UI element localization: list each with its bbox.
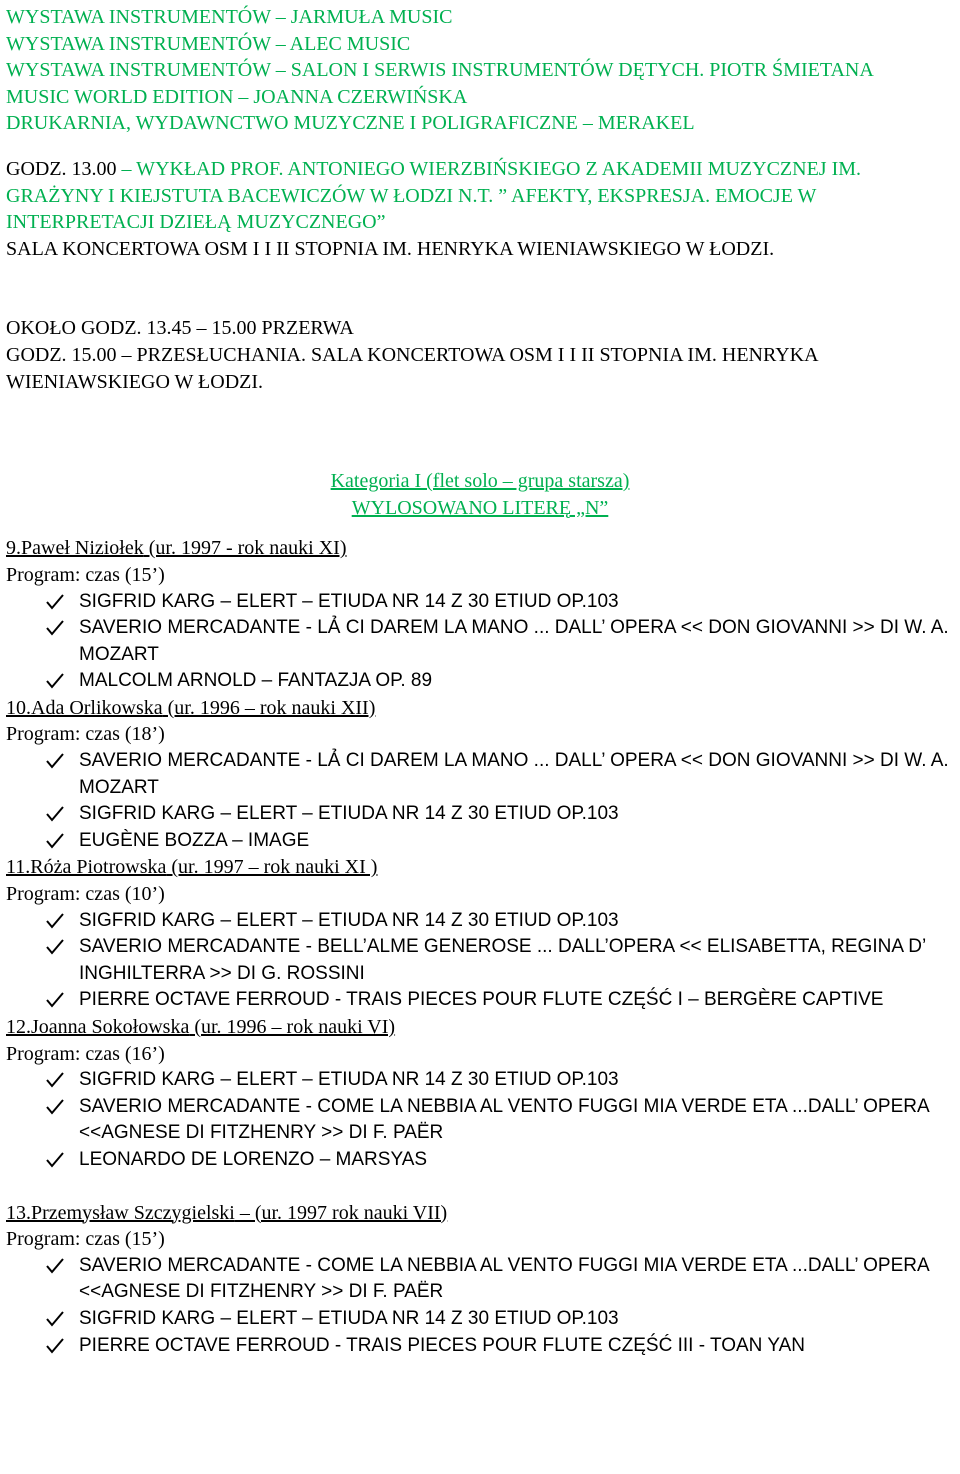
program-list: [6, 748, 954, 854]
exhibit-line: WYSTAWA INSTRUMENTÓW – ALEC MUSIC: [6, 32, 411, 55]
lecture-section: [6, 156, 954, 262]
performer-heading: [6, 854, 954, 881]
category-draw: WYLOSOWANO LITERĘ „N”: [351, 496, 609, 519]
program-list: [6, 589, 954, 695]
program-label: Program: czas (15’): [6, 1228, 165, 1251]
program-item: SIGFRID KARG – ELERT – ETIUDA NR 14 Z 30 ETIUD OP.103: [6, 589, 954, 616]
program-item: SIGFRID KARG – ELERT – ETIUDA NR 14 Z 30 ETIUD OP.103: [6, 1067, 954, 1094]
program-item: SAVERIO MERCADANTE - LẢ CI DAREM LA MANO ... DALL’ OPERA << DON GIOVANNI >> DI W. A. MOZART: [6, 615, 954, 668]
performer-heading: [6, 1200, 954, 1227]
program-label: Program: czas (16’): [6, 1042, 165, 1065]
performer-heading: [6, 1014, 954, 1041]
performer-name: 11.Róża Piotrowska: [6, 856, 167, 879]
performer-name: 10.Ada Orlikowska: [6, 696, 163, 719]
performer-info: – (ur. 1997 rok nauki VII): [234, 1201, 448, 1224]
lecture-venue: SALA KONCERTOWA OSM I I II STOPNIA IM. HENRYKA WIENIAWSKIEGO W ŁODZI.: [6, 237, 775, 260]
checkmark-icon: [46, 1333, 64, 1354]
program-item: SAVERIO MERCADANTE - BELL’ALME GENEROSE ... DALL’OPERA << ELISABETTA, REGINA D’ INGHILTERRA >> DI G. ROSSINI: [6, 934, 954, 987]
checkmark-icon: [46, 934, 64, 955]
performer-block: [6, 535, 954, 695]
lecture-time: GODZ. 13.00: [6, 157, 117, 180]
program-list: [6, 1067, 954, 1173]
exhibit-line: WYSTAWA INSTRUMENTÓW – SALON I SERWIS INSTRUMENTÓW DĘTYCH. PIOTR ŚMIETANA: [6, 59, 874, 82]
program-label: Program: czas (15’): [6, 563, 165, 586]
checkmark-icon: [46, 1094, 64, 1115]
performer-heading: [6, 695, 954, 722]
break-line: OKOŁO GODZ. 13.45 – 15.00 PRZERWA: [6, 317, 354, 340]
program-label: Program: czas (18’): [6, 723, 165, 746]
checkmark-icon: [46, 801, 64, 822]
category-header: [6, 468, 954, 521]
program-item: PIERRE OCTAVE FERROUD - TRAIS PIECES POUR FLUTE CZĘŚĆ III - TOAN YAN: [6, 1333, 954, 1360]
checkmark-icon: [46, 748, 64, 769]
checkmark-icon: [46, 908, 64, 929]
performer-block: [6, 695, 954, 855]
program-item: LEONARDO DE LORENZO – MARSYAS: [6, 1147, 954, 1174]
checkmark-icon: [46, 668, 64, 689]
lecture-title: – WYKŁAD PROF. ANTONIEGO WIERZBIŃSKIEGO Z AKADEMII MUZYCZNEJ IM. GRAŻYNY I KIEJSTUTA BACEWICZÓW W ŁODZI N.T. ” AFEKTY, EKSPRESJA. EMOCJE W INTERPRETACJI DZIEŁĄ MUZYCZNEGO”: [6, 157, 862, 234]
checkmark-icon: [46, 589, 64, 610]
checkmark-icon: [46, 1253, 64, 1274]
performer-block: [6, 1014, 954, 1174]
program-label: Program: czas (10’): [6, 883, 165, 906]
program-item: SAVERIO MERCADANTE - LẢ CI DAREM LA MANO ... DALL’ OPERA << DON GIOVANNI >> DI W. A. MOZART: [6, 748, 954, 801]
exhibit-line: WYSTAWA INSTRUMENTÓW – JARMUŁA MUSIC: [6, 6, 453, 28]
checkmark-icon: [46, 1147, 64, 1168]
checkmark-icon: [46, 987, 64, 1008]
checkmark-icon: [46, 1067, 64, 1088]
performer-name: 12.Joanna Sokołowska: [6, 1016, 190, 1038]
checkmark-icon: [46, 828, 64, 849]
checkmark-icon: [46, 615, 64, 636]
exhibit-line: MUSIC WORLD EDITION – JOANNA CZERWIŃSKA: [6, 85, 468, 108]
performer-heading: [6, 535, 954, 562]
performer-name: 13.Przemysław Szczygielski: [6, 1201, 235, 1224]
program-item: SAVERIO MERCADANTE - COME LA NEBBIA AL VENTO FUGGI MIA VERDE ETA ...DALL’ OPERA <<AGNESE DI FITZHENRY >> DI F. PAËR: [6, 1094, 954, 1147]
exhibit-line: DRUKARNIA, WYDAWNCTWO MUZYCZNE I POLIGRAFICZNE – MERAKEL: [6, 112, 695, 135]
auditions-line: GODZ. 15.00 – PRZESŁUCHANIA. SALA KONCERTOWA OSM I I II STOPNIA IM. HENRYKA WIENIAWSKIEGO W ŁODZI.: [6, 343, 818, 393]
program-list: [6, 908, 954, 1014]
category-title: Kategoria I (flet solo – grupa starsza): [330, 470, 630, 493]
program-list: [6, 1253, 954, 1359]
program-item: SAVERIO MERCADANTE - COME LA NEBBIA AL VENTO FUGGI MIA VERDE ETA ...DALL’ OPERA <<AGNESE DI FITZHENRY >> DI F. PAËR: [6, 1253, 954, 1306]
program-item: SIGFRID KARG – ELERT – ETIUDA NR 14 Z 30 ETIUD OP.103: [6, 801, 954, 828]
program-item: PIERRE OCTAVE FERROUD - TRAIS PIECES POUR FLUTE CZĘŚĆ I – BERGÈRE CAPTIVE: [6, 987, 954, 1014]
performer-info: (ur. 1996 – rok nauki VI): [189, 1016, 396, 1038]
performer-block: [6, 1200, 954, 1360]
program-item: EUGÈNE BOZZA – IMAGE: [6, 828, 954, 855]
performer-info: (ur. 1997 - rok nauki XI): [143, 537, 347, 560]
lecture-text: [6, 156, 954, 236]
program-item: MALCOLM ARNOLD – FANTAZJA OP. 89: [6, 668, 954, 695]
performer-block: [6, 854, 954, 1014]
program-item: SIGFRID KARG – ELERT – ETIUDA NR 14 Z 30 ETIUD OP.103: [6, 908, 954, 935]
program-item: SIGFRID KARG – ELERT – ETIUDA NR 14 Z 30 ETIUD OP.103: [6, 1306, 954, 1333]
performer-name: 9.Paweł Niziołek: [6, 537, 144, 560]
checkmark-icon: [46, 1306, 64, 1327]
exhibits-list: [6, 4, 954, 137]
performer-info: (ur. 1997 – rok nauki XI ): [166, 856, 378, 879]
performer-info: (ur. 1996 – rok nauki XII): [162, 696, 376, 719]
